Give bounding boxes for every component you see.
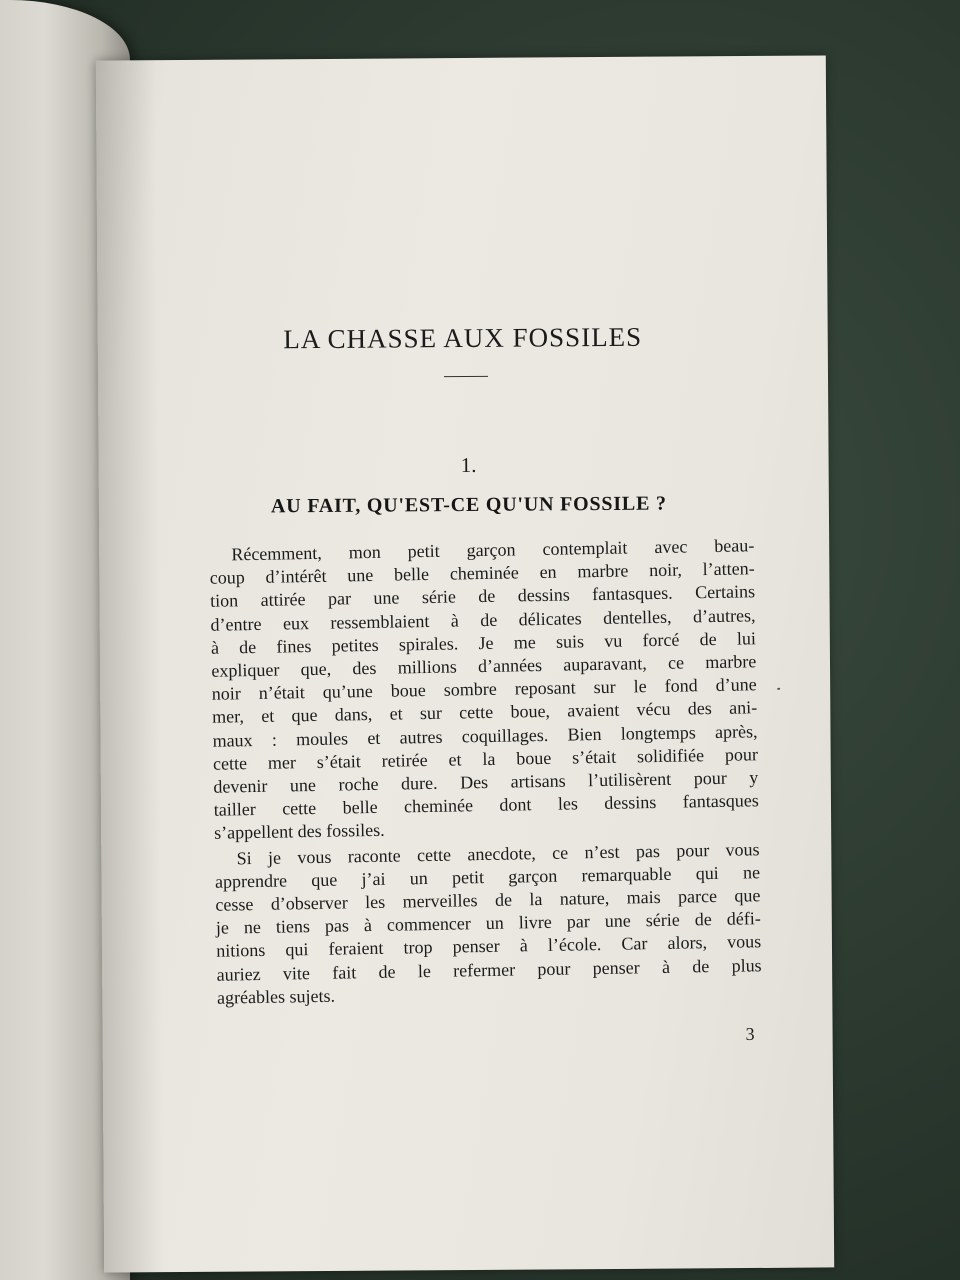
chapter-title: LA CHASSE AUX FOSSILES — [283, 321, 643, 355]
text-line: je ne tiens pas à commencer un livre par une série de défi- — [215, 908, 761, 938]
section-heading: AU FAIT, QU'EST-CE QU'UN FOSSILE ? — [270, 492, 667, 518]
text-line: apprendre que j’ai un petit garçon remarquable qui ne — [214, 862, 761, 892]
text-line: coup d’intérêt une belle cheminée en marbre noir, l’atten- — [209, 558, 755, 588]
text-line: maux : moules et autres coquillages. Bien longtemps après, — [212, 720, 758, 751]
text-line: Récemment, mon petit garçon contemplait avec beau- — [231, 535, 755, 565]
text-line: auriez vite fait de le refermer pour penser à de plus — [216, 954, 762, 985]
section-number: 1. — [460, 452, 477, 478]
ink-speck — [777, 688, 780, 690]
body-text — [209, 534, 762, 1010]
text-line: cesse d’observer les merveilles de la nature, mais parce que — [215, 885, 761, 915]
text-line: devenir une roche dure. Des artisans l’utilisèrent pour y — [213, 767, 759, 797]
text-line: agréables sujets. — [216, 985, 336, 1008]
text-line: Si je vous raconte cette anecdote, ce n’est pas pour vous — [236, 838, 760, 868]
text-line: expliquer que, des millions d’années auparavant, ce marbre — [211, 651, 757, 681]
paragraph-1 — [209, 534, 759, 845]
text-line: cette mer s’était retirée et la boue s’était solidifiée pour — [212, 744, 759, 774]
text-line: mer, et que dans, et sur cette boue, avaient vécu des ani- — [212, 697, 758, 728]
text-line: tion attirée par une série de dessins fantasques. Certains — [209, 581, 756, 612]
text-line: nitions qui feraient trop penser à l’école. Car alors, vous — [216, 931, 762, 962]
text-line: d’entre eux ressemblaient à de délicates dentelles, d’autres, — [210, 604, 756, 635]
text-line: tailler cette belle cheminée dont les dessins fantasques — [213, 790, 759, 820]
page-number: 3 — [745, 1023, 755, 1045]
title-rule — [444, 376, 488, 377]
text-line: à de fines petites spirales. Je me suis vu forcé de lui — [210, 628, 757, 658]
text-line: noir n’était qu’une boue sombre reposant sur le fond d’une — [211, 674, 757, 704]
page-gutter-shadow — [96, 60, 164, 1272]
text-line: s’appellent des fossiles. — [214, 820, 385, 844]
book-page — [96, 55, 834, 1272]
paragraph-2 — [214, 838, 762, 1010]
